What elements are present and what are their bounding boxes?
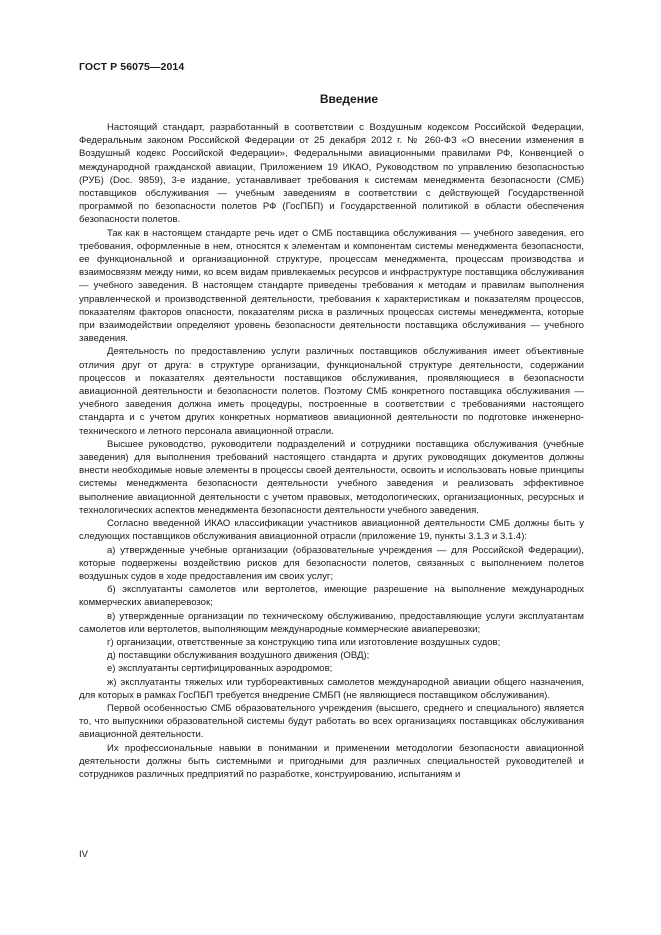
section-title: Введение <box>319 92 378 106</box>
list-item-b: б) эксплуатанты самолетов или вертолетов, имеющие разрешение на выполнение международных коммерческих авиаперевозок; <box>79 584 584 609</box>
list-item-a: а) утвержденные учебные организации (образовательные учреждения — для Российской Федерации), которые подвержены воздействию рисков для безопасности полетов, связанных с выполнением полетов воздушных судов в ходе предоставления им своих услуг; <box>79 544 584 582</box>
paragraph-first-feature: Первой особенностью СМБ образовательного учреждения (высшего, среднего и специального) является то, что выпускники образовательной системы будут работать во всех организациях поставщиках обслуживания авиационной деятельности. <box>79 702 584 741</box>
paragraph-classification: Согласно введенной ИКАО классификации участников авиационной деятельности СМБ должны быть у следующих поставщиков обслуживания авиационной отрасли (приложение 19, пункты 3.1.3 и 3.1.4): <box>79 518 584 543</box>
paragraph-intro: Настоящий стандарт, разработанный в соответствии с Воздушным кодексом Российской Федерации, Федеральным законом Российской Федерации от 25 декабря 2012 г. № 260-ФЗ «О внесении изменения в Воздушный кодекс Российской Федерации», Федеральными авиационными правилами РФ, Конвенцией о международной гражданской авиации, Приложением 19 ИКАО, Руководством по управлению безопасностью (РУБ) (Doc. 9859), 3-е издание, устанавливает требования к системам менеджмента безопасности (СМБ) поставщиков обслуживания — учебным заведениям в соответствии с действующей Государственной программой по безопасности полетов РФ (ГосПБП) и Государственной политикой в области обеспечения безопасности полетов. <box>79 122 584 226</box>
list-item-e: е) эксплуатанты сертифицированных аэродромов; <box>107 663 333 675</box>
paragraph-skills: Их профессиональные навыки в понимании и применении методологии безопасности авиационной деятельности должны быть системными и пригодными для различных специальностей руководителей и сотрудников различных предприятий по разработке, конструированию, испытаниям и <box>79 742 584 780</box>
paragraph-management: Высшее руководство, руководители подразделений и сотрудники поставщика обслуживания (учебные заведения) для выполнения требований настоящего стандарта и других руководящих документов должны внести необходимые новые элементы в процессы своей деятельности, освоить и использовать новые принципы системы менеджмента безопасности деятельности учебного заведения и реализовать эффективное выполнение авиационной деятельности с учетом правовых, методологических, организационных, ресурсных и технологических аспектов менеджмента безопасности деятельности учебного заведения. <box>79 438 584 516</box>
paragraph-differences: Деятельность по предоставлению услуги различных поставщиков обслуживания имеет объективные отличия друг от друга: в структуре организации, функциональной структуре деятельности, содержании процессов и показателях деятельности поставщиков обслуживания, проявляющиеся в безопасности авиационной деятельности и безопасности полетов. Поэтому СМБ конкретного поставщика обслуживания — учебного заведения должна иметь процедуры, построенные в соответствии с требованиями настоящего стандарта и с учетом других конкретных нормативов авиационной деятельности по подготовке инженерно-технического и летного персонала авиационной отрасли. <box>79 346 584 437</box>
paragraph-scope: Так как в настоящем стандарте речь идет о СМБ поставщика обслуживания — учебного заведения, его требования, оформленные в нем, относятся к элементам и компонентам системы менеджмента безопасности, ее функциональной и организационной структуре, процессам менеджмента, процессам производства и взаимосвязям между ними, ко всем видам привлекаемых ресурсов и инфраструктуре поставщика обслуживания — учебного заведения. В настоящем стандарте приведены требования к методам и правилам выполнения управленческой и производственной деятельности, требования к характеристикам и показателям процессов, показателям факторов опасности, показателям риска в различных процессах системы менеджмента, которые при взаимодействии определяют уровень безопасности деятельности поставщика обслуживания — учебного заведения. <box>79 227 584 345</box>
page-number: IV <box>79 849 88 860</box>
list-item-zh: ж) эксплуатанты тяжелых или турбореактивных самолетов международной авиации общего назначения, для которых в рамках ГосПБП требуется внедрение СМБП (не являющиеся поставщиком обслуживания). <box>79 676 584 701</box>
list-item-g: г) организации, ответственные за конструкцию типа или изготовление воздушных судов; <box>107 636 501 648</box>
section-title-container <box>79 92 584 106</box>
document-header: ГОСТ Р 56075—2014 <box>79 61 185 73</box>
document-body <box>79 121 584 781</box>
list-item-v: в) утвержденные организации по техническому обслуживанию, предоставляющие услуги эксплуатантам самолетов или вертолетов, выполняющим международные коммерческие авиаперевозки; <box>79 610 584 635</box>
list-item-d: д) поставщики обслуживания воздушного движения (ОВД); <box>107 650 370 662</box>
